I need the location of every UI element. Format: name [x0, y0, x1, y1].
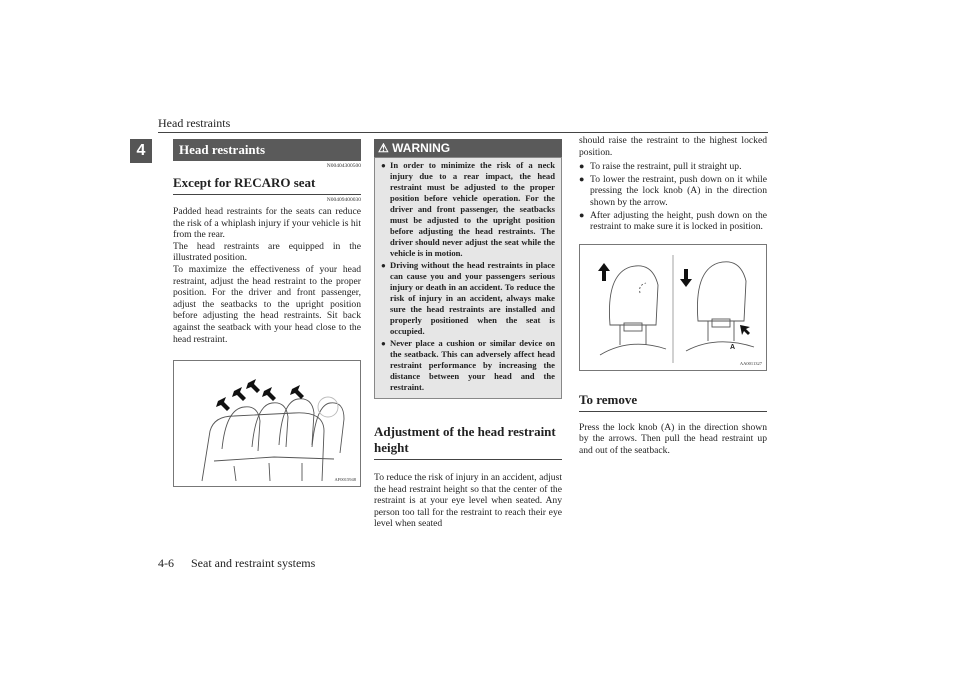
warning-text: Driving without the head restraints in place can cause you and your passengers serious injury or death in an accident. To reduce the risk of injury in an accident, always make sure the head restraints are installed and properly positioned when the seat is occupied.	[390, 260, 555, 336]
body-paragraph: Press the lock knob (A) in the direction shown by the arrows. Then pull the head restraint up and out of the seatback.	[579, 421, 767, 456]
list-item	[579, 210, 767, 233]
warning-header	[374, 139, 562, 157]
warning-item	[381, 338, 555, 393]
figure-code: AA0011327	[739, 360, 762, 366]
bullet-icon: ●	[579, 173, 585, 184]
seats-illustration	[173, 360, 361, 487]
list-item	[579, 161, 767, 173]
headrest-adjust-illustration	[579, 244, 767, 371]
headrest-drawing	[580, 245, 766, 368]
body-paragraph: Padded head restraints for the seats can reduce the risk of a whiplash injury if your vehicle is hit from the rear.	[173, 206, 361, 241]
body-paragraph: To maximize the effectiveness of your head restraint, adjust the head restraint to the proper position. For the driver and front passenger, adjust the seatbacks to the upright position before adjusting the head restraints. Sit back against the seatback with your head close to the head restraint.	[173, 263, 361, 345]
section-title-bar: Head restraints	[173, 139, 361, 161]
body-paragraph: To reduce the risk of injury in an accident, adjust the head restraint height so that the center of the restraint is at your eye level when seated. Any person too tall for the restraint to reach their eye level when seated	[374, 472, 562, 530]
warning-box	[374, 157, 562, 399]
rear-seats-drawing	[174, 361, 360, 484]
callout-label-a: A	[730, 343, 736, 351]
column-middle	[374, 139, 562, 530]
warning-item	[381, 260, 555, 337]
list-item	[579, 174, 767, 209]
list-item-text: To raise the restraint, pull it straight up.	[590, 161, 742, 173]
subsection-code: N00409400030	[326, 197, 361, 203]
warning-text: In order to minimize the risk of a neck injury due to a rear impact, the head restraint must be adjusted to the proper position before vehicle operation. For the driver and front passenger, the seatbacks must be adjusted to the upright position before adjusting the head restraints. The driver should never adjust the seat while the vehicle is in motion.	[390, 160, 555, 258]
column-left	[173, 139, 361, 487]
header-divider	[158, 132, 768, 133]
body-paragraph: The head restraints are equipped in the illustrated position.	[173, 240, 361, 264]
body-paragraph: should raise the restraint to the highest locked position.	[579, 135, 767, 158]
subsection-title: To remove	[579, 389, 767, 412]
column-right	[579, 135, 767, 457]
warning-label: WARNING	[392, 141, 451, 155]
section-code: N00404300500	[326, 163, 361, 169]
list-item-text: To lower the restraint, push down on it while pressing the lock knob (A) in the direction shown by the arrow.	[590, 173, 767, 208]
bullet-icon: ●	[579, 209, 585, 220]
footer-section: Seat and restraint systems	[191, 556, 316, 570]
bullet-icon: ●	[381, 339, 386, 348]
page-footer	[158, 556, 315, 571]
subsection-title: Except for RECARO seat	[173, 172, 361, 195]
bullet-icon: ●	[579, 161, 585, 172]
warning-text: Never place a cushion or similar device on the seatback. This can adversely affect head restraint performance by increasing the distance between your head and the restraint.	[390, 338, 555, 392]
page-header-title: Head restraints	[158, 116, 231, 130]
warning-triangle-icon: ⚠	[378, 141, 389, 155]
warning-item	[381, 160, 555, 259]
figure-code: AF0015948	[334, 477, 356, 483]
bullet-icon: ●	[381, 261, 386, 270]
list-item-text: After adjusting the height, push down on the restraint to make sure it is locked in position.	[590, 209, 767, 233]
chapter-tab: 4	[130, 139, 152, 163]
subsection-title: Adjustment of the head restraint height	[374, 421, 562, 460]
bullet-icon: ●	[381, 161, 386, 170]
page-number: 4-6	[158, 556, 174, 570]
